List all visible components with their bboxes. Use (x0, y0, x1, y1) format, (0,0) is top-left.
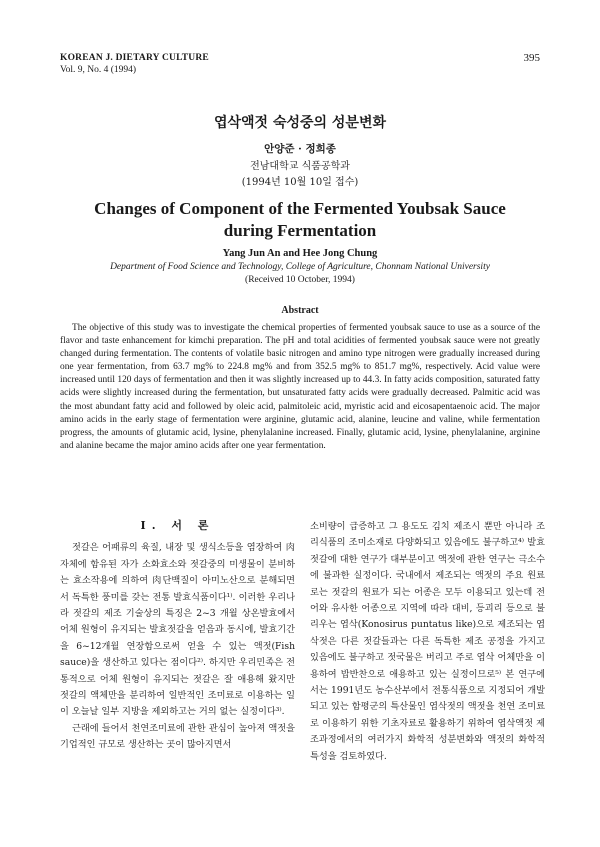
abstract-heading: Abstract (281, 305, 319, 316)
intro-paragraph-continued: 소비량이 급증하고 그 용도도 김치 제조시 뿐만 아니라 조리식품의 조미소재로 다양화되고 있음에도 불구하고⁴⁾ 발효 젓갈에 대한 연구가 대부분이고 액젓에 관한 연구는 극소수에 불과한 실정이다. 국내에서 제조되는 액젓의 주요 원료로는 젓갈의 원료가 되는 어종은 모두 이용되고 있는데 전어와 유사한 어종으로 지역에 따라 대비, 등괴리 등으로 불리우는 엽삭(Konosirus puntatus like)으로 제조되는 엽삭젓은 다른 젓갈들과는 다른 독특한 제조 공정을 가지고 있음에도 불구하고 젓국물은 버리고 주로 엽삭 어체만을 이용하여 밥반찬으로 애용하고 있는 실정이므로⁵⁾ 본 연구에서는 1991년도 농수산부에서 전통식품으로 지정되어 개발되고 있는 함평군의 특산물인 엽삭젓의 액젓을 천연 조미료로 이용하기 위한 기초자료로 활용하기 위하여 엽삭액젓 제조과정에서의 여러가지 화학적 성분변화와 액젓의 화학적 특성을 검토하였다. (310, 521, 545, 762)
journal-volume: Vol. 9, No. 4 (1994) (60, 65, 137, 75)
intro-paragraph-2: 근래에 들어서 천연조미료에 관한 관심이 높아져 액젓을 기업적인 규모로 생산하는 곳이 많아지면서 (60, 722, 295, 751)
left-column (60, 518, 295, 754)
abstract-text: The objective of this study was to investigate the chemical properties of fermented youbsak sauce to use as a source of the flavor and taste enhancement for kimchi preparation. The pH and total acidities of fermented youbsak sauce were not greatly changed during fermentation. The contents of volatile basic nitrogen and amino type nitrogen were gradually increased during one year fermentation, from 63.7 mg% to 224.8 mg% and from 352.5 mg% to 851.7 mg%, respectively. Acid value were increased until 120 days of fermentation and then it was slightly increased up to 44.3. In fatty acids composition, saturated fatty acids were slightly increased during the fermentation, but unsaturated fatty acids were gradually decreased. Palmitic acid was the most abundant fatty acid and followed by oleic acid, palmitoleic acid, myristic acid and eicosapentaenoic acid. The major amino acids in the early stage of fermentation were arginine, glutamic acid, alanine, leucine and valine, while fermentation progress, the amounts of glutamic acid, lysine, phenylalanine increased. Finally, glutamic acid, lysine, phenylalanine, arginine and alanine became the major amino acids after one year fermentation. (60, 323, 540, 451)
korean-received-date: (1994년 10월 10일 접수) (241, 177, 359, 188)
english-title-line1: Changes of Component of the Fermented Youbsak Sauce (94, 199, 506, 218)
english-department: Department of Food Science and Technology, College of Agriculture, Chonnam National University (110, 262, 490, 272)
korean-title: 엽삭액젓 숙성중의 성분변화 (213, 115, 387, 131)
page-number: 395 (523, 52, 540, 64)
journal-name: KOREAN J. DIETARY CULTURE (60, 53, 209, 63)
right-column (310, 519, 545, 765)
english-title (60, 198, 540, 242)
intro-paragraph-1: 젓갈은 어패류의 육질, 내장 및 생식소등을 염장하여 肉자체에 함유된 자가 소화효소와 젓갈중의 미생물이 분비하는 효소작용에 의하여 肉단백질이 아미노산으로 분해되면서 독특한 풍미를 갖는 전통 발효식품이다¹⁾. 이러한 우리나라 젓갈의 제조 기술상의 특징은 2~3 개월 상온발효에서 어체 원형이 유지되는 발효젓갈을 얻음과 동시에, 발효기간을 6~12개월 연장함으로써 얻을 수 있는 액젓(Fish sauce)을 생산하고 있다는 점이다²⁾. 하지만 우리민족은 전통적으로 어체 원형이 유지되는 젓갈은 잘 애용해 왔지만 젓갈의 액체만을 분리하여 일반적인 조미료로 이용하는 일이 오늘날 일부 지방을 제외하고는 거의 없는 실정이다³⁾. (60, 542, 295, 718)
korean-affiliation: 전남대학교 식품공학과 (250, 161, 350, 172)
english-authors: Yang Jun An and Hee Jong Chung (222, 248, 378, 259)
section-heading: I. 서 론 (140, 519, 215, 532)
journal-info (60, 52, 209, 76)
english-title-line2: during Fermentation (223, 221, 377, 240)
korean-authors: 안양준 · 정희종 (264, 143, 336, 155)
english-received-date: (Received 10 October, 1994) (245, 275, 355, 285)
